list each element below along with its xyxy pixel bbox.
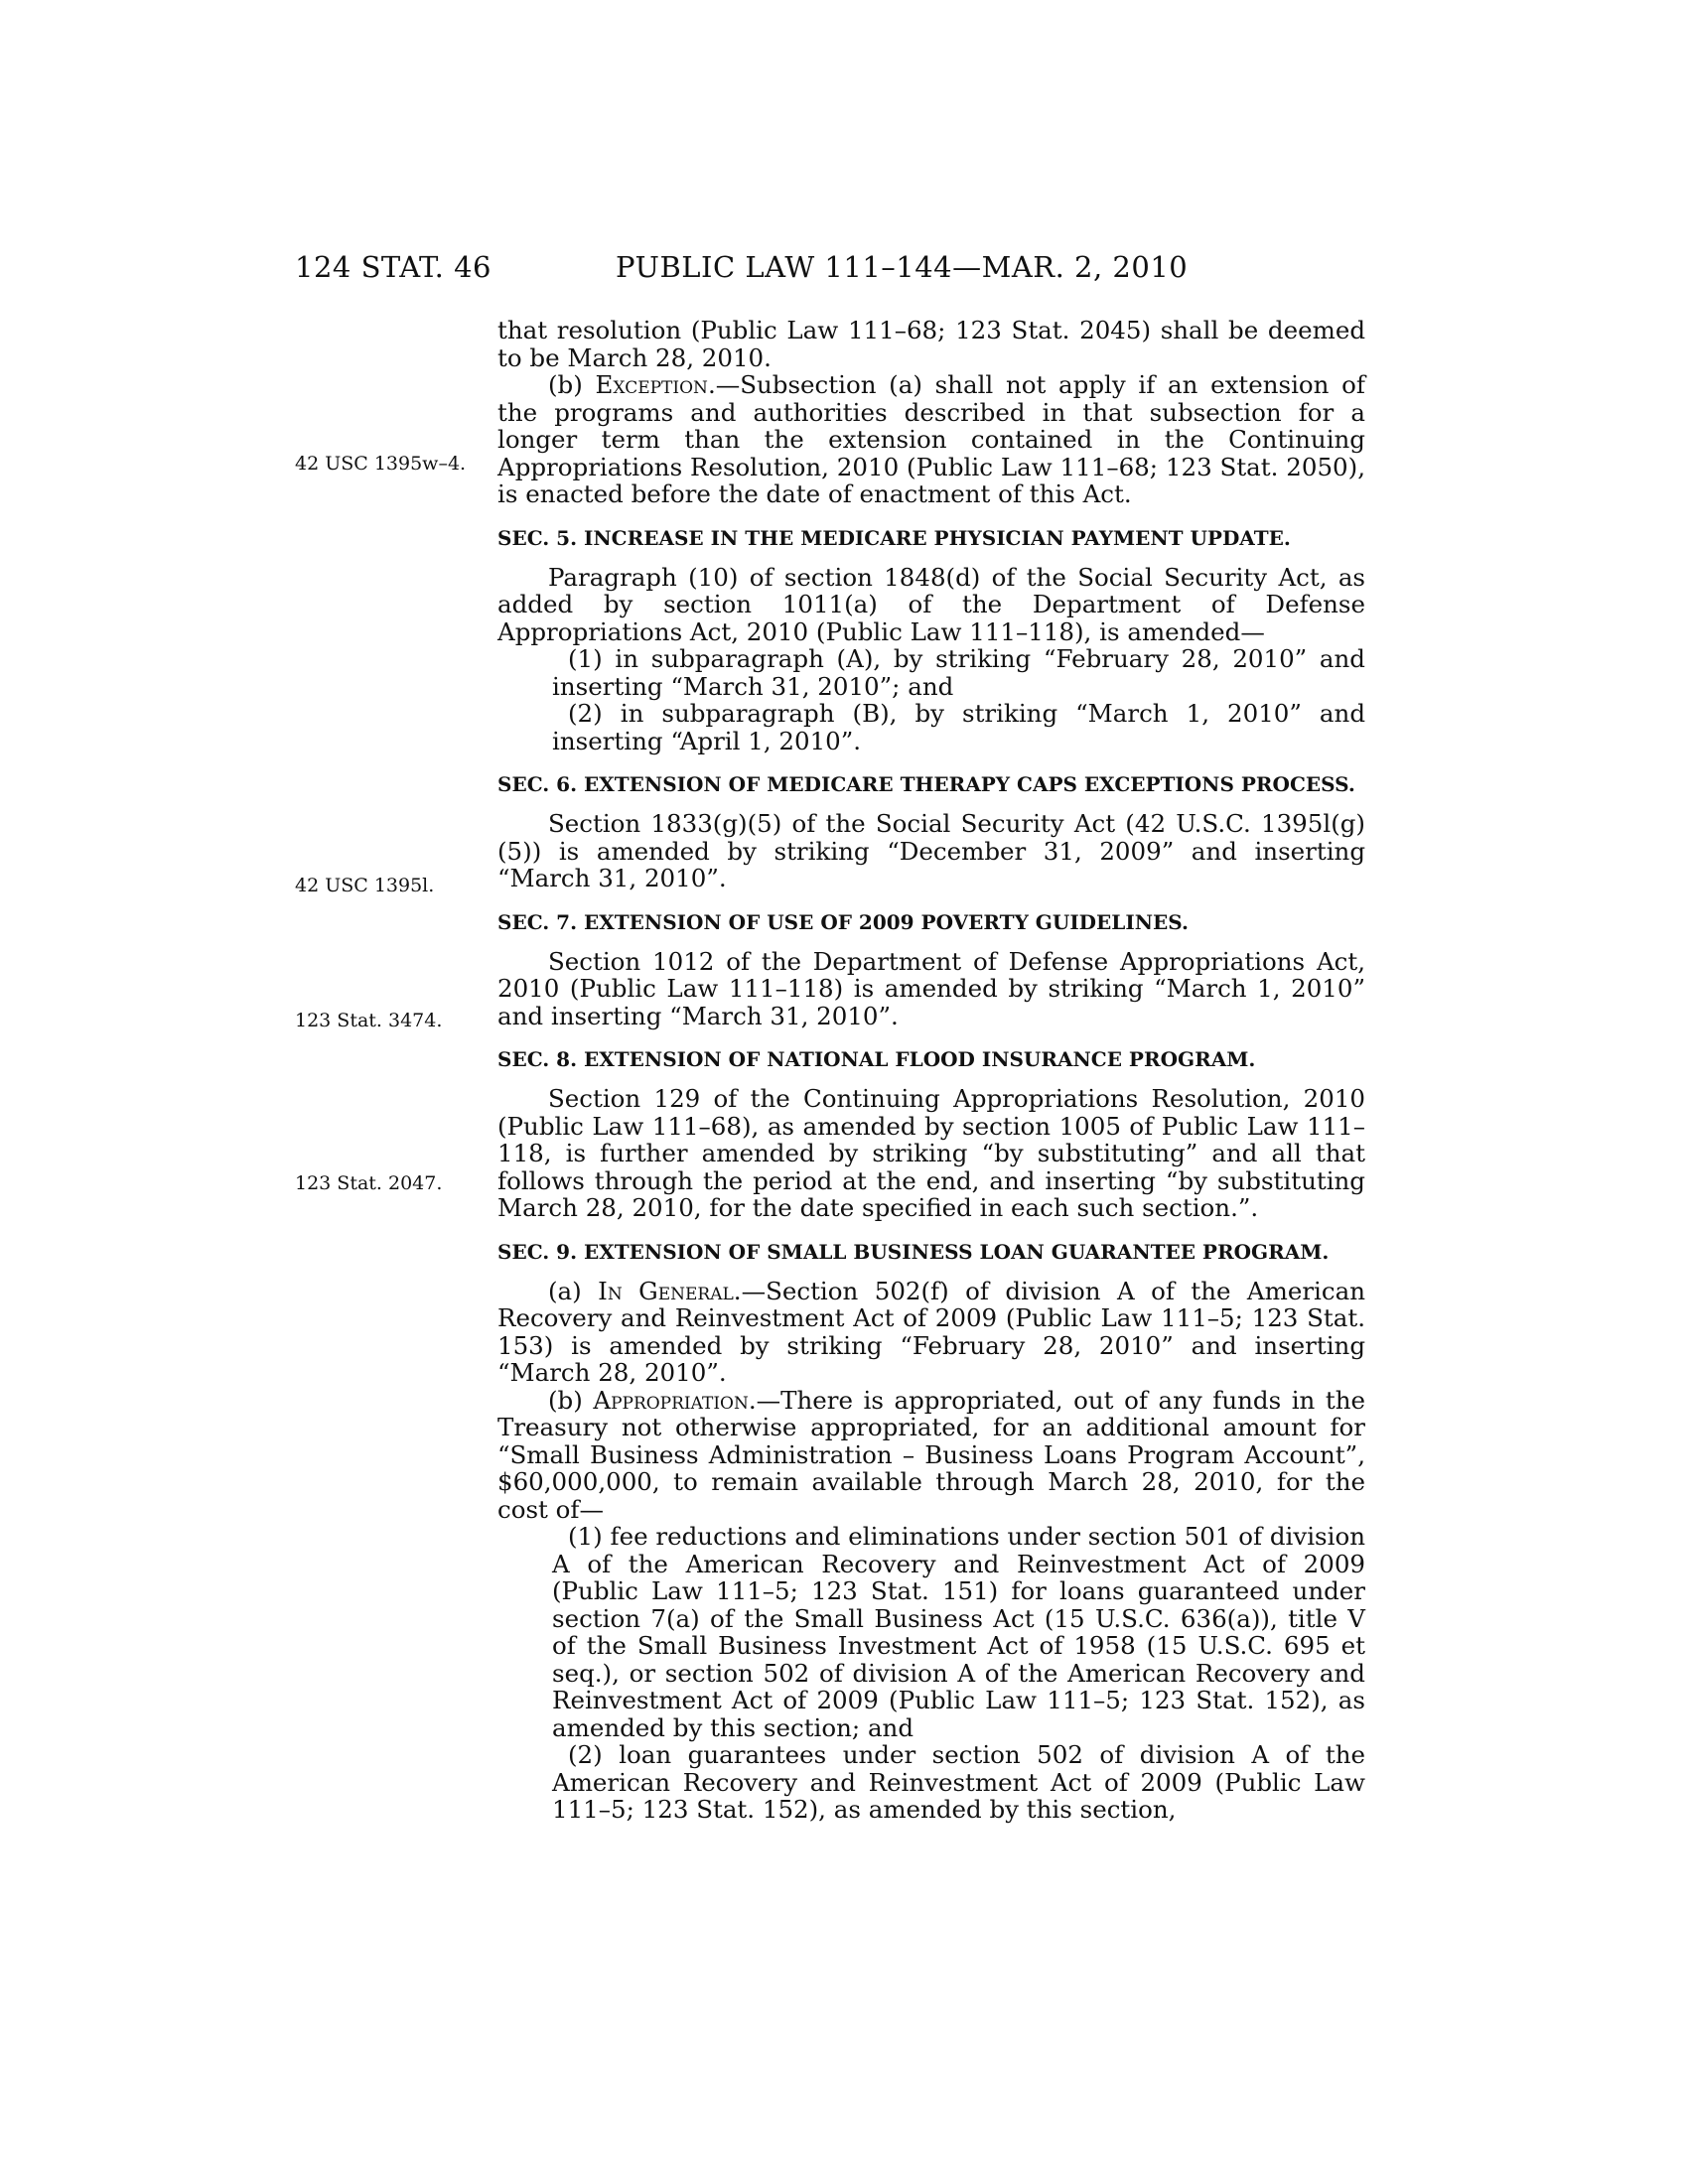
body-text <box>497 317 1365 1824</box>
margin-note-usc-1395l: 42 USC 1395l. <box>295 875 435 896</box>
section-5-item-1: (1) in subparagraph (A), by striking “February 28, 2010” and inserting “March 31, 2010”; and <box>552 644 1365 701</box>
section-5-title: SEC. 5. INCREASE IN THE MEDICARE PHYSICIAN PAYMENT UPDATE. <box>497 525 1291 550</box>
section-9-subsection-a <box>497 1278 1365 1387</box>
subsection-heading: In General <box>598 1276 734 1305</box>
running-head: PUBLIC LAW 111–144—MAR. 2, 2010 <box>616 250 1189 284</box>
section-8-title: SEC. 8. EXTENSION OF NATIONAL FLOOD INSURANCE PROGRAM. <box>497 1047 1256 1071</box>
page-header <box>0 250 1688 290</box>
section-5-item-2: (2) in subparagraph (B), by striking “March 1, 2010” and inserting “April 1, 2010”. <box>552 699 1365 755</box>
section-9-subsection-b <box>497 1387 1365 1524</box>
section-8-paragraph: Section 129 of the Continuing Appropriations Resolution, 2010 (Public Law 111–68), as amended by section 1005 of Public Law 111–118, is further amended by striking “by substituting” and all that follows through the period at the end, and inserting “by substituting March 28, 2010, for the date specified in each such section.”. <box>497 1084 1365 1222</box>
subsection-text: .—Section 502(f) of division A of the American Recovery and Reinvestment Act of 2009 (Public Law 111–5; 123 Stat. 153) is amended by striking “February 28, 2010” and inserting “March 28, 2010”. <box>497 1276 1365 1387</box>
subsection-heading: Appropriation <box>593 1385 749 1415</box>
subsection-label: (b) <box>548 370 596 399</box>
subsection-heading: Exception <box>595 370 708 399</box>
section-7-paragraph: Section 1012 of the Department of Defense Appropriations Act, 2010 (Public Law 111–118) is amended by striking “March 1, 2010” and inserting “March 31, 2010”. <box>497 946 1365 1030</box>
section-9-title: SEC. 9. EXTENSION OF SMALL BUSINESS LOAN GUARANTEE PROGRAM. <box>497 1239 1330 1264</box>
section-9b-item-2: (2) loan guarantees under section 502 of division A of the American Recovery and Reinvestment Act of 2009 (Public Law 111–5; 123 Stat. 152), as amended by this section, <box>552 1740 1365 1824</box>
subsection-text: .—Subsection (a) shall not apply if an extension of the programs and authorities described in that subsection for a longer term than the extension contained in the Continuing Appropriations Resolution, 2010 (Public Law 111–68; 123 Stat. 2050), is enacted before the date of enactment of this Act. <box>497 370 1365 508</box>
margin-note-usc-1395w4: 42 USC 1395w–4. <box>295 453 467 475</box>
margin-note-stat-2047: 123 Stat. 2047. <box>295 1172 443 1194</box>
section-6-paragraph: Section 1833(g)(5) of the Social Security Act (42 U.S.C. 1395l(g)(5)) is amended by striking “December 31, 2009” and inserting “March 31, 2010”. <box>497 809 1365 892</box>
subsection-text: .—There is appropriated, out of any funds in the Treasury not otherwise appropriated, for an additional amount for “Small Business Administration – Business Loans Program Account”, $60,000,000, to remain available through March 28, 2010, for the cost of— <box>497 1385 1365 1524</box>
section-5-paragraph: Paragraph (10) of section 1848(d) of the Social Security Act, as added by section 1011(a) of the Department of Defense Appropriations Act, 2010 (Public Law 111–118), is amended— <box>497 562 1365 646</box>
section-9b-item-1: (1) fee reductions and eliminations under section 501 of division A of the American Recovery and Reinvestment Act of 2009 (Public Law 111–5; 123 Stat. 151) for loans guaranteed under section 7(a) of the Small Business Act (15 U.S.C. 636(a)), title V of the Small Business Investment Act of 1958 (15 U.S.C. 695 et seq.), or section 502 of division A of the American Recovery and Reinvestment Act of 2009 (Public Law 111–5; 123 Stat. 152), as amended by this section; and <box>552 1522 1365 1742</box>
subsection-label: (a) <box>548 1276 599 1305</box>
section-6-title: SEC. 6. EXTENSION OF MEDICARE THERAPY CAPS EXCEPTIONS PROCESS. <box>497 772 1355 796</box>
section-7-title: SEC. 7. EXTENSION OF USE OF 2009 POVERTY GUIDELINES. <box>497 909 1189 934</box>
margin-note-stat-3474: 123 Stat. 3474. <box>295 1010 443 1031</box>
subsection-label: (b) <box>548 1385 594 1415</box>
paragraph-continued: that resolution (Public Law 111–68; 123 Stat. 2045) shall be deemed to be March 28, 2010. <box>497 316 1365 372</box>
stat-page-number: 124 STAT. 46 <box>295 250 492 284</box>
sec4-subsection-b <box>497 371 1365 508</box>
